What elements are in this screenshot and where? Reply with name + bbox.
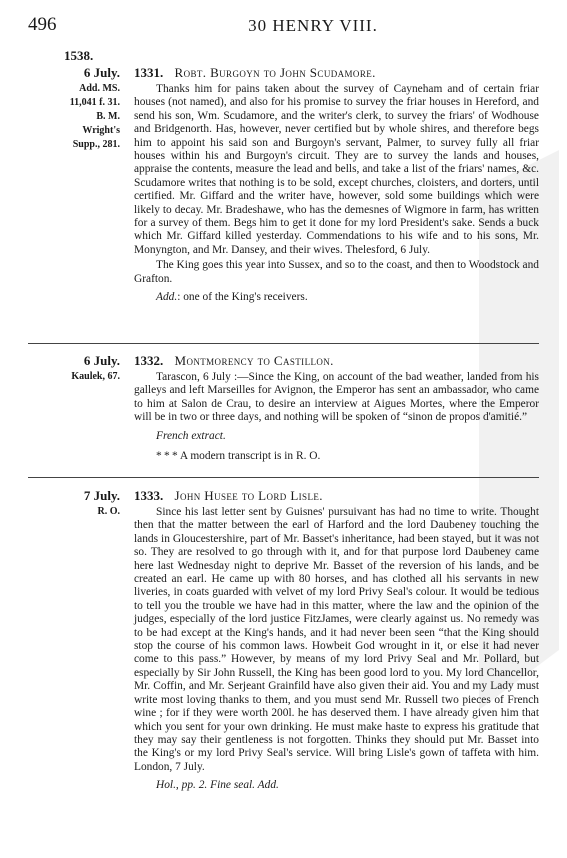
entry-date: 7 July. — [83, 488, 120, 503]
note-text: : one of the King's receivers. — [177, 291, 308, 304]
source-ref: Add. MS. — [79, 83, 120, 94]
entry-title: Robt. Burgoyn to John Scudamore. — [174, 65, 376, 80]
entry-number: 1333. — [134, 488, 164, 503]
entry-paragraph: The King goes this year into Sussex, and so to the coast, and then to Woodstock and Grafton. — [134, 259, 539, 285]
entry-margin — [28, 352, 120, 383]
source-ref: 11,041 f. 31. — [69, 97, 120, 108]
entry-heading — [134, 64, 539, 81]
entry-note: French extract. — [156, 429, 226, 442]
transcript-text: A modern transcript is in R. O. — [179, 449, 321, 462]
entry-heading — [134, 487, 539, 504]
entry-paragraph: Thanks him for pains taken about the survey of Cayneham and of certain friar houses (not named), and also for his promise to survey the friar houses in Hereford, and send his son, Wm. Scudamore, and the writer's clerk, to survey the friars' of Wodhouse and Bridgenorth. Has, however, never certified but by whole shires, and therefore begs him to appoint his said son and Burgoyn's servant, Palmer, to survey fully all friar houses within his and Burgoyn's circuit. They are to survey the lands and houses, appraise the contents, measure the lead and bells, and take a list of the friars' names, &c. Scudamore writes that nothing is to be sold, except churches, cloisters, and dorters, until certified. Mr. Giffard and the writer have, however, sold some buildings which were likely to decay. Mr. Bradeshawe, who has the demesnes of Wigmore in farm, has written for a survey of them. Begs him to get it done for my lord President's sake. Sends a buck which Mr. Giffard killed yesterday. Commendations to his wife and to his sons, Mr. Monyngton, and Mr. Dansey, and their wives. Thelesford, 6 July. — [134, 83, 539, 256]
entry-content — [134, 487, 539, 792]
entry-date: 6 July. — [83, 353, 120, 368]
entry-divider — [28, 343, 539, 344]
entry-margin — [28, 487, 120, 518]
running-head — [28, 14, 539, 36]
entry-content — [134, 352, 539, 463]
entry-divider — [28, 477, 539, 478]
running-title: 30 HENRY VIII. — [248, 16, 378, 35]
entry-date: 6 July. — [83, 65, 120, 80]
entry-paragraph: Since his last letter sent by Guisnes' pursuivant has had no time to write. Thought then that the matter between the earl of Harford and the lord Daubeney touching the lands in Gloucestershire, part of Mr. Basset's inheritance, had been stayed, but it was not so. They are resolved to go through with it, and for that purpose lord Daubeney came here last Wednesday night to deprive Mr. Basset of the reversion of his lands, and be created an earl. He came up with 80 horses, and has clothed all his servants in new liveries, in coats guarded with velvet of my lord Privy Seal's colour. It would be tedious to tell you the trouble we have had in this matter, where the law and the opinion of the judges, especially of the lord justice FitzJames, were clearly against us. No remedy was to be had except at the King's hands, and it had never been seen “that the King should stop the course of his common laws. Howbeit God wrought in it, or else it had never come to this pass.” However, by means of my lord Privy Seal and Mr. Pollard, but especially by Sir John Russell, the King has been good lord to you. My lord Chancellor, Mr. Coffin, and Mr. Serjeant Grainfild have also given their aid. You and my Lady must write most loving thanks to them, and you must send Mr. Russell two pieces of French wine ; for if they were worth 200l. he has deserved them. I have already given him that which you sent for your own drinking. He must make haste to express his gratitude that they may say their gentleness is not forgotten. Thinks they should put Mr. Basset into the King's or my lord Privy Seal's service. Will bring Lisle's gown of taffeta with him. London, 7 July. — [134, 506, 539, 773]
source-ref: R. O. — [97, 506, 120, 517]
source-ref: Supp., 281. — [72, 139, 120, 150]
transcript-mark: * * * — [156, 449, 178, 462]
entry-note — [134, 290, 539, 304]
transcript-note — [134, 449, 539, 463]
entry-title: Montmorency to Castillon. — [174, 353, 334, 368]
entry-heading — [134, 352, 539, 369]
source-ref: Kaulek, 67. — [71, 371, 120, 382]
note-label: Add. — [156, 291, 178, 304]
entry-title: John Husee to Lord Lisle. — [174, 488, 323, 503]
source-ref: B. M. — [96, 111, 120, 122]
entry-number: 1331. — [134, 65, 164, 80]
page-number: 496 — [28, 14, 57, 35]
entry-note: Hol., pp. 2. Fine seal. Add. — [156, 779, 279, 792]
year-label: 1538. — [64, 48, 94, 63]
entry-content — [134, 64, 539, 304]
entry-number: 1332. — [134, 353, 164, 368]
source-ref: Wright's — [82, 125, 120, 136]
entry-margin — [28, 64, 120, 151]
entry-paragraph: Tarascon, 6 July :—Since the King, on account of the bad weather, landed from his galleys and left Marseilles for Avignon, the Emperor has sent an ambassador, who came to him at Salon de Crau, to desire an interview at Aigues Mortes, where the Emperor will be in two or three days, and nothing will be spoken of “sinon de propos d'amitié.” — [134, 371, 539, 424]
